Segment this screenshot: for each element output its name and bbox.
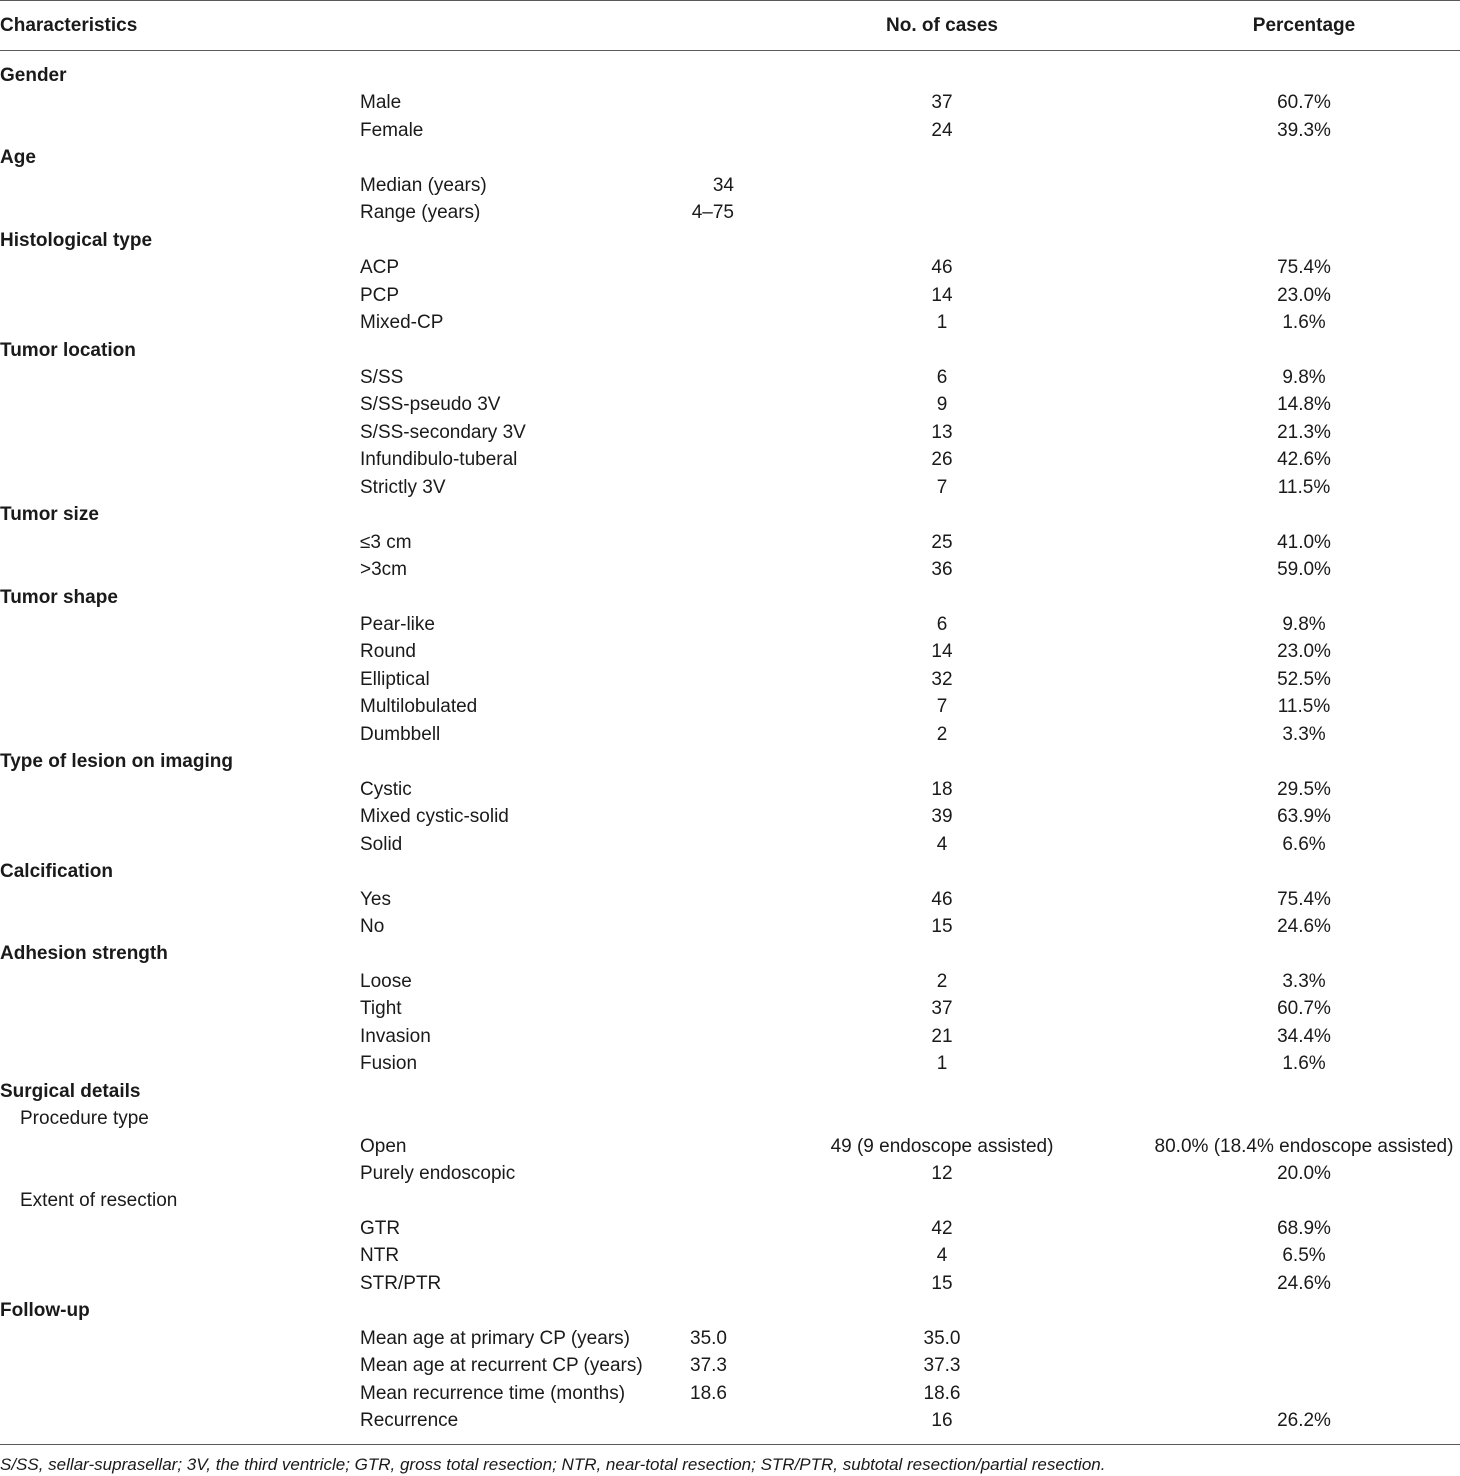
row-percentage: 14.8% <box>1277 394 1331 415</box>
row-label: Multilobulated <box>360 696 478 717</box>
row-cases: 4 <box>936 834 948 855</box>
row-percentage: 59.0% <box>1277 559 1331 580</box>
section-heading: Type of lesion on imaging <box>0 751 233 772</box>
row-percentage: 20.0% <box>1277 1163 1331 1184</box>
row-cases: 49 (9 endoscope assisted) <box>830 1136 1054 1157</box>
row-label: ≤3 cm <box>360 532 412 553</box>
table-bottom-rule <box>0 1444 1460 1445</box>
row-cases: 46 <box>931 889 953 910</box>
row-label: Elliptical <box>360 669 430 690</box>
row-label: Pear-like <box>360 614 435 635</box>
row-label: Tight <box>360 998 402 1019</box>
row-cases: 6 <box>936 367 948 388</box>
row-cases: 4 <box>936 1245 948 1266</box>
subsection-heading: Procedure type <box>20 1108 149 1129</box>
section-heading: Tumor size <box>0 504 99 525</box>
section-heading: Adhesion strength <box>0 943 168 964</box>
header-percentage: Percentage <box>1252 15 1356 36</box>
row-cases: 14 <box>931 285 953 306</box>
row-label: Mixed-CP <box>360 312 444 333</box>
section-heading: Gender <box>0 65 67 86</box>
row-percentage: 24.6% <box>1277 916 1331 937</box>
row-percentage: 75.4% <box>1277 257 1331 278</box>
row-percentage: 42.6% <box>1277 449 1331 470</box>
row-percentage: 23.0% <box>1277 641 1331 662</box>
row-label: Solid <box>360 834 403 855</box>
section-heading: Follow-up <box>0 1300 90 1321</box>
row-label: Purely endoscopic <box>360 1163 516 1184</box>
row-percentage: 3.3% <box>1282 971 1326 992</box>
row-value: 37.3 <box>690 1355 727 1376</box>
row-percentage: 60.7% <box>1277 998 1331 1019</box>
row-label: Range (years) <box>360 202 481 223</box>
row-cases: 2 <box>936 724 948 745</box>
row-value: 34 <box>712 175 734 196</box>
row-percentage: 11.5% <box>1277 477 1331 498</box>
row-label: Loose <box>360 971 412 992</box>
table-top-rule <box>0 0 1460 1</box>
row-label: Median (years) <box>360 175 487 196</box>
row-label: Strictly 3V <box>360 477 446 498</box>
row-cases: 2 <box>936 971 948 992</box>
header-cases: No. of cases <box>886 15 998 36</box>
row-cases: 18 <box>931 779 953 800</box>
header-rule <box>0 50 1460 51</box>
row-label: No <box>360 916 385 937</box>
row-label: S/SS <box>360 367 404 388</box>
row-cases: 32 <box>931 669 953 690</box>
row-cases: 1 <box>936 312 948 333</box>
row-cases: 35.0 <box>923 1328 961 1349</box>
row-label: Mean age at recurrent CP (years) <box>360 1355 643 1376</box>
row-label: ACP <box>360 257 400 278</box>
row-label: Invasion <box>360 1026 431 1047</box>
row-label: Round <box>360 641 416 662</box>
subsection-heading: Extent of resection <box>20 1190 178 1211</box>
row-cases: 24 <box>931 120 953 141</box>
section-heading: Surgical details <box>0 1081 141 1102</box>
row-cases: 21 <box>931 1026 953 1047</box>
row-cases: 1 <box>936 1053 948 1074</box>
row-cases: 46 <box>931 257 953 278</box>
row-label: Male <box>360 92 402 113</box>
row-percentage: 24.6% <box>1277 1273 1331 1294</box>
row-label: Dumbbell <box>360 724 441 745</box>
row-value: 18.6 <box>690 1383 727 1404</box>
row-percentage: 75.4% <box>1277 889 1331 910</box>
row-label: Mean recurrence time (months) <box>360 1383 626 1404</box>
row-cases: 12 <box>931 1163 953 1184</box>
row-percentage: 3.3% <box>1282 724 1326 745</box>
row-percentage: 6.6% <box>1282 834 1326 855</box>
row-percentage: 60.7% <box>1277 92 1331 113</box>
row-label: >3cm <box>360 559 407 580</box>
row-percentage: 9.8% <box>1282 614 1326 635</box>
row-label: STR/PTR <box>360 1273 442 1294</box>
row-percentage: 80.0% (18.4% endoscope assisted) <box>1154 1136 1454 1157</box>
row-cases: 6 <box>936 614 948 635</box>
row-label: Infundibulo-tuberal <box>360 449 518 470</box>
row-label: S/SS-pseudo 3V <box>360 394 501 415</box>
row-cases: 36 <box>931 559 953 580</box>
row-value: 4–75 <box>691 202 734 223</box>
section-heading: Tumor location <box>0 340 136 361</box>
row-cases: 7 <box>936 696 948 717</box>
row-label: Mixed cystic-solid <box>360 806 509 827</box>
row-cases: 16 <box>931 1410 953 1431</box>
row-cases: 13 <box>931 422 953 443</box>
row-cases: 42 <box>931 1218 953 1239</box>
row-percentage: 11.5% <box>1277 696 1331 717</box>
row-label: PCP <box>360 285 400 306</box>
row-label: Cystic <box>360 779 412 800</box>
row-percentage: 29.5% <box>1277 779 1331 800</box>
section-heading: Tumor shape <box>0 587 118 608</box>
row-cases: 37.3 <box>923 1355 961 1376</box>
row-percentage: 1.6% <box>1282 312 1326 333</box>
row-cases: 37 <box>931 92 953 113</box>
row-label: Yes <box>360 889 391 910</box>
row-label: Recurrence <box>360 1410 459 1431</box>
row-cases: 7 <box>936 477 948 498</box>
row-percentage: 41.0% <box>1277 532 1331 553</box>
row-label: Open <box>360 1136 407 1157</box>
table-footnote: S/SS, sellar-suprasellar; 3V, the third ventricle; GTR, gross total resection; NTR, near-total resection; STR/PTR, subtotal resection/partial resection. <box>0 1455 1106 1474</box>
header-characteristics: Characteristics <box>0 15 138 36</box>
row-percentage: 39.3% <box>1277 120 1331 141</box>
row-percentage: 63.9% <box>1277 806 1331 827</box>
section-heading: Histological type <box>0 230 153 251</box>
row-label: Mean age at primary CP (years) <box>360 1328 630 1349</box>
row-percentage: 1.6% <box>1282 1053 1326 1074</box>
row-label: GTR <box>360 1218 401 1239</box>
row-cases: 9 <box>936 394 948 415</box>
row-value: 35.0 <box>690 1328 727 1349</box>
row-percentage: 68.9% <box>1277 1218 1331 1239</box>
row-cases: 18.6 <box>923 1383 961 1404</box>
row-cases: 39 <box>931 806 953 827</box>
row-cases: 25 <box>931 532 953 553</box>
section-heading: Calcification <box>0 861 113 882</box>
row-percentage: 6.5% <box>1282 1245 1326 1266</box>
row-cases: 37 <box>931 998 953 1019</box>
row-cases: 14 <box>931 641 953 662</box>
section-heading: Age <box>0 147 36 168</box>
row-label: Fusion <box>360 1053 418 1074</box>
row-percentage: 52.5% <box>1277 669 1331 690</box>
row-cases: 15 <box>931 1273 953 1294</box>
row-cases: 26 <box>931 449 953 470</box>
row-percentage: 21.3% <box>1277 422 1331 443</box>
row-percentage: 26.2% <box>1277 1410 1331 1431</box>
row-cases: 15 <box>931 916 953 937</box>
row-percentage: 9.8% <box>1282 367 1326 388</box>
row-label: S/SS-secondary 3V <box>360 422 526 443</box>
row-label: Female <box>360 120 424 141</box>
row-label: NTR <box>360 1245 400 1266</box>
row-percentage: 34.4% <box>1277 1026 1331 1047</box>
row-percentage: 23.0% <box>1277 285 1331 306</box>
